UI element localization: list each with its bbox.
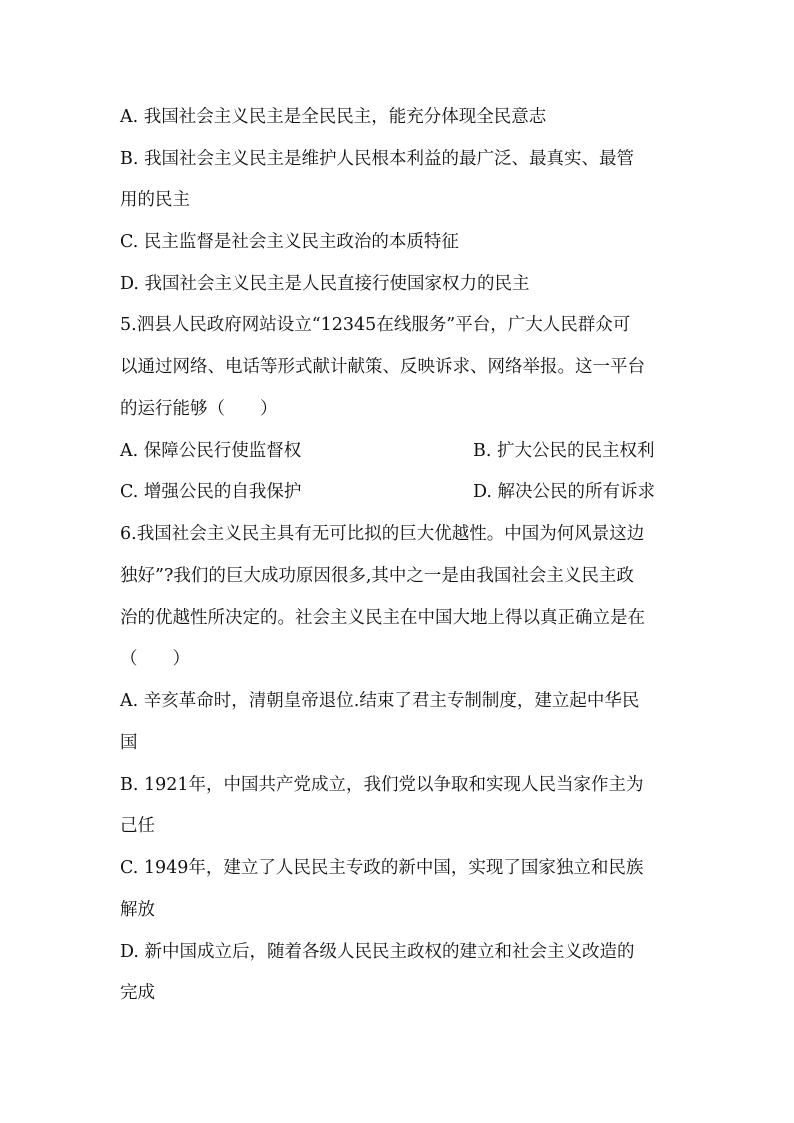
q6-option-d-line1: D. 新中国成立后，随着各级人民民主政权的建立和社会主义改造的 [120,942,635,962]
q4-option-d: D. 我国社会主义民主是人民直接行使国家权力的民主 [120,274,530,294]
q4-option-b-line1: B. 我国社会主义民主是维护人民根本利益的最广泛、最真实、最管 [120,149,634,169]
q6-stem-line1: 6.我国社会主义民主具有无可比拟的巨大优越性。中国为何风景这边 [120,524,645,544]
q5-stem-line3: 的运行能够（ ） [120,399,278,419]
q6-option-b-line2: 己任 [120,816,155,836]
q5-option-d: D. 解决公民的所有诉求 [473,482,656,502]
q4-option-c: C. 民主监督是社会主义民主政治的本质特征 [120,232,459,252]
q4-option-a: A. 我国社会主义民主是全民民主，能充分体现全民意志 [120,107,547,127]
q6-option-d-line2: 完成 [120,983,155,1003]
q6-stem-line3: 治的优越性所决定的。社会主义民主在中国大地上得以真正确立是在 [120,608,645,628]
q4-option-b-line2: 用的民主 [120,190,190,210]
q5-option-a: A. 保障公民行使监督权 [120,441,302,461]
q6-option-a-line1: A. 辛亥革命时，清朝皇帝退位.结束了君主专制制度，建立起中华民 [120,691,640,711]
q6-option-c-line1: C. 1949年，建立了人民民主专政的新中国，实现了国家独立和民族 [120,858,644,878]
q6-stem-line2: 独好”?我们的巨大成功原因很多,其中之一是由我国社会主义民主政 [120,566,634,586]
q6-option-a-line2: 国 [120,733,138,753]
q6-option-c-line2: 解放 [120,900,155,920]
q5-option-b: B. 扩大公民的民主权利 [473,441,655,461]
q5-stem-line2: 以通过网络、电话等形式献计献策、反映诉求、网络举报。这一平台 [120,357,645,377]
q6-option-b-line1: B. 1921年，中国共产党成立，我们党以争取和实现人民当家作主为 [120,775,644,795]
q5-stem-line1: 5.泗县人民政府网站设立“12345在线服务”平台，广大人民群众可 [120,315,631,335]
q5-option-c: C. 增强公民的自我保护 [120,482,302,502]
q5-options-row1 [120,440,655,462]
q5-options-row2 [120,481,656,503]
q6-stem-line4: （ ） [120,649,190,669]
